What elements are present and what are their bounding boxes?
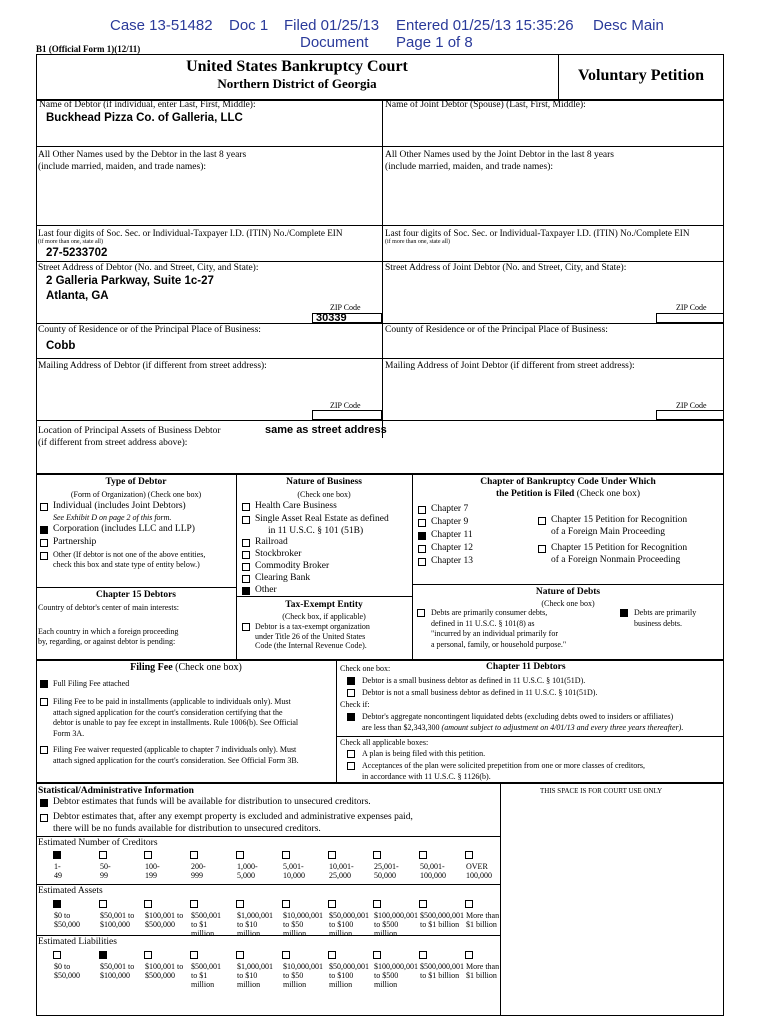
assets-checkbox[interactable] xyxy=(190,900,198,908)
chapter9-checkbox[interactable] xyxy=(418,519,426,527)
court-name: United States Bankruptcy Court xyxy=(186,58,408,75)
liabilities-range-label: $100,001 to $500,000 xyxy=(145,962,184,980)
filing-fee-title: Filing Fee (Check one box) xyxy=(130,662,242,673)
health-care-checkbox[interactable] xyxy=(242,503,250,511)
statistical-title: Statistical/Administrative Information xyxy=(38,786,194,796)
ein-label: Last four digits of Soc. Sec. or Individual-Taxpayer I.D. (ITIN) No./Complete EIN xyxy=(38,228,343,238)
partnership-label: Partnership xyxy=(53,537,97,547)
zip-label: ZIP Code xyxy=(330,303,361,312)
debtor-name-label: Name of Debtor (if individual, enter Last, First, Middle): xyxy=(39,100,256,110)
not-small-business-checkbox[interactable] xyxy=(347,689,355,697)
plan-filed-label: A plan is being filed with this petition. xyxy=(362,749,486,758)
nature-debts-subtitle: (Check one box) xyxy=(541,599,595,608)
ein-note: (if more than one, state all) xyxy=(38,239,103,245)
assets-range-label: $50,000,001 to $100 million xyxy=(329,911,369,938)
assets-checkbox[interactable] xyxy=(236,900,244,908)
debtor-county: Cobb xyxy=(46,340,76,352)
individual-checkbox[interactable] xyxy=(40,503,48,511)
location-label: Location of Principal Assets of Business Debtor (if different from street address above): xyxy=(38,426,221,448)
liabilities-range-label: $500,000,001 to $1 billion xyxy=(420,962,464,980)
liabilities-range-label: $50,000,001 to $100 million xyxy=(329,962,369,989)
liabilities-checkbox[interactable] xyxy=(282,951,290,959)
debtor-zip: 30339 xyxy=(316,312,347,324)
creditors-range-label: 5,001- 10,000 xyxy=(283,862,305,880)
creditors-range-label: 25,001- 50,000 xyxy=(374,862,399,880)
creditors-checkbox[interactable] xyxy=(282,851,290,859)
fee-waiver-label: Filing Fee waiver requested (applicable to chapter 7 individuals only). Must attach signed application for the court's consideration. See Official Form 3B. xyxy=(53,745,299,765)
chapter15-nonmain-checkbox[interactable] xyxy=(538,545,546,553)
joint-street-label: Street Address of Joint Debtor (No. and Street, City, and State): xyxy=(385,263,627,273)
creditors-checkbox[interactable] xyxy=(419,851,427,859)
nature-debts-title: Nature of Debts xyxy=(535,587,601,597)
liabilities-checkbox[interactable] xyxy=(190,951,198,959)
chapter15-country: Country of debtor's center of main interests: xyxy=(38,603,179,612)
chapter13-checkbox[interactable] xyxy=(418,558,426,566)
nature-business-subtitle: (Check one box) xyxy=(297,490,351,499)
assets-checkbox[interactable] xyxy=(144,900,152,908)
liabilities-label: Estimated Liabilities xyxy=(38,937,117,947)
chapter7-checkbox[interactable] xyxy=(418,506,426,514)
creditors-label: Estimated Number of Creditors xyxy=(38,838,158,848)
assets-checkbox[interactable] xyxy=(465,900,473,908)
creditors-checkbox[interactable] xyxy=(190,851,198,859)
creditors-range-label: 50- 99 xyxy=(100,862,111,880)
assets-label: Estimated Assets xyxy=(38,886,103,896)
creditors-range-label: 10,001- 25,000 xyxy=(329,862,354,880)
tax-exempt-title: Tax-Exempt Entity xyxy=(285,600,363,610)
desc-main: Desc Main xyxy=(593,17,664,34)
joint-zip-label: ZIP Code xyxy=(676,303,707,312)
liabilities-range-label: $50,001 to $100,000 xyxy=(100,962,135,980)
case-number: Case 13-51482 xyxy=(110,17,213,34)
other-entity-checkbox[interactable] xyxy=(40,552,48,560)
joint-ein-note: (if more than one, state all) xyxy=(385,239,450,245)
business-debts-checkbox[interactable] xyxy=(620,609,628,617)
entered-date: Entered 01/25/13 15:35:26 xyxy=(396,17,574,34)
liabilities-checkbox[interactable] xyxy=(419,951,427,959)
liabilities-checkbox[interactable] xyxy=(236,951,244,959)
stockbroker-checkbox[interactable] xyxy=(242,551,250,559)
commodity-checkbox[interactable] xyxy=(242,563,250,571)
type-of-debtor-title: Type of Debtor xyxy=(105,477,167,487)
assets-range-label: $10,000,001 to $50 million xyxy=(283,911,323,938)
filed-date: Filed 01/25/13 xyxy=(284,17,380,34)
small-business-label: Debtor is a small business debtor as defined in 11 U.S.C. § 101(51D). xyxy=(362,676,586,685)
assets-range-label: More than $1 billion xyxy=(466,911,500,929)
not-small-business-label: Debtor is not a small business debtor as defined in 11 U.S.C. § 101(51D). xyxy=(362,688,598,697)
creditors-checkbox[interactable] xyxy=(373,851,381,859)
liabilities-range-label: $0 to $50,000 xyxy=(54,962,80,980)
chapter15-nonmain-label: Chapter 15 Petition for Recognition of a Foreign Nonmain Proceeding xyxy=(551,543,688,565)
street-label: Street Address of Debtor (No. and Street, City, and State): xyxy=(38,263,259,273)
liabilities-checkbox[interactable] xyxy=(144,951,152,959)
assets-checkbox[interactable] xyxy=(99,900,107,908)
assets-checkbox[interactable] xyxy=(328,900,336,908)
debtor-street: 2 Galleria Parkway, Suite 1c-27 xyxy=(46,275,214,287)
county-label: County of Residence or of the Principal Place of Business: xyxy=(38,325,261,335)
other-entity-label: Other (If debtor is not one of the above entities, check this box and state type of entity below.) xyxy=(53,550,206,569)
chapter15-debtors-title: Chapter 15 Debtors xyxy=(95,590,177,600)
funds-available-checkbox[interactable] xyxy=(40,799,48,807)
joint-mailing-zip-label: ZIP Code xyxy=(676,401,707,410)
chapter15-main-label: Chapter 15 Petition for Recognition of a Foreign Main Proceeding xyxy=(551,515,688,537)
creditors-range-label: OVER 100,000 xyxy=(466,862,492,880)
creditors-checkbox[interactable] xyxy=(465,851,473,859)
mailing-label: Mailing Address of Debtor (if different from street address): xyxy=(38,361,267,371)
clearing-bank-checkbox[interactable] xyxy=(242,575,250,583)
creditors-range-label: 50,001- 100,000 xyxy=(420,862,446,880)
no-funds-label: Debtor estimates that, after any exempt property is excluded and administrative expenses paid, there will be no funds available for distribution to unsecured creditors. xyxy=(53,812,413,834)
document-label: Document xyxy=(300,34,369,51)
health-care-label: Health Care Business xyxy=(255,501,337,511)
assets-range-label: $100,001 to $500,000 xyxy=(145,911,184,929)
liabilities-checkbox[interactable] xyxy=(328,951,336,959)
chapter-title: Chapter of Bankruptcy Code Under Which the Petition is Filed (Check one box) xyxy=(480,477,656,499)
chapter9-label: Chapter 9 xyxy=(431,517,469,527)
corporation-checkbox[interactable] xyxy=(40,526,48,534)
creditors-checkbox[interactable] xyxy=(99,851,107,859)
location-value: same as street address xyxy=(265,424,387,436)
ch11-all-applicable: Check all applicable boxes: xyxy=(340,738,429,747)
assets-range-label: $100,000,001 to $500 million xyxy=(374,911,418,938)
assets-range-label: $0 to $50,000 xyxy=(54,911,80,929)
type-of-debtor-subtitle: (Form of Organization) (Check one box) xyxy=(70,490,202,499)
small-business-checkbox[interactable] xyxy=(347,677,355,685)
debtor-ein: 27-5233702 xyxy=(46,247,108,259)
chapter12-checkbox[interactable] xyxy=(418,545,426,553)
chapter15-each-country: Each country in which a foreign proceeding by, regarding, or against debtor is pending: xyxy=(38,627,179,646)
creditors-range-label: 200- 999 xyxy=(191,862,206,880)
joint-other-names-label: All Other Names used by the Joint Debtor in the last 8 years (include married, maiden, and trade names): xyxy=(385,150,615,172)
creditors-range-label: 1- 49 xyxy=(54,862,62,880)
full-fee-label: Full Filing Fee attached xyxy=(53,679,130,688)
doc-number: Doc 1 xyxy=(229,17,269,34)
assets-checkbox[interactable] xyxy=(373,900,381,908)
creditors-checkbox[interactable] xyxy=(144,851,152,859)
assets-range-label: $500,000,001 to $1 billion xyxy=(420,911,464,929)
mailing-zip-label: ZIP Code xyxy=(330,401,361,410)
consumer-debts-checkbox[interactable] xyxy=(417,609,425,617)
liabilities-range-label: $10,000,001 to $50 million xyxy=(283,962,323,989)
assets-range-label: $500,001 to $1 million xyxy=(191,911,221,938)
assets-range-label: $1,000,001 to $10 million xyxy=(237,911,273,938)
individual-note: See Exhibit D on page 2 of this form. xyxy=(53,513,172,522)
installments-checkbox[interactable] xyxy=(40,698,48,706)
fee-waiver-checkbox[interactable] xyxy=(40,746,48,754)
other-business-checkbox[interactable] xyxy=(242,587,250,595)
single-asset-label: Single Asset Real Estate as defined in 11 U.S.C. § 101 (51B) xyxy=(255,514,389,536)
aggregate-debts-checkbox[interactable] xyxy=(347,713,355,721)
no-funds-checkbox[interactable] xyxy=(40,814,48,822)
chapter13-label: Chapter 13 xyxy=(431,556,473,566)
form-id: B1 (Official Form 1)(12/11) xyxy=(36,44,141,54)
single-asset-checkbox[interactable] xyxy=(242,516,250,524)
assets-checkbox[interactable] xyxy=(419,900,427,908)
plan-filed-checkbox[interactable] xyxy=(347,750,355,758)
chapter12-label: Chapter 12 xyxy=(431,543,473,553)
liabilities-range-label: $500,001 to $1 million xyxy=(191,962,221,989)
other-names-label: All Other Names used by the Debtor in the last 8 years (include married, maiden, and trade names): xyxy=(38,150,247,172)
liabilities-range-label: $1,000,001 to $10 million xyxy=(237,962,273,989)
voluntary-petition-title: Voluntary Petition xyxy=(577,67,705,84)
creditors-checkbox[interactable] xyxy=(236,851,244,859)
joint-county-label: County of Residence or of the Principal Place of Business: xyxy=(385,325,608,335)
assets-checkbox[interactable] xyxy=(282,900,290,908)
tax-exempt-label: Debtor is a tax-exempt organization under Title 26 of the United States Code (the Internal Revenue Code). xyxy=(255,622,370,650)
railroad-label: Railroad xyxy=(255,537,288,547)
creditors-checkbox[interactable] xyxy=(328,851,336,859)
commodity-label: Commodity Broker xyxy=(255,561,330,571)
joint-ein-label: Last four digits of Soc. Sec. or Individual-Taxpayer I.D. (ITIN) No./Complete EIN xyxy=(385,228,690,238)
liabilities-range-label: $100,000,001 to $500 million xyxy=(374,962,418,989)
ch11-check-one: Check one box: xyxy=(340,664,391,673)
chapter11-label: Chapter 11 xyxy=(431,530,473,540)
ch11-debtors-title: Chapter 11 Debtors xyxy=(486,662,566,672)
chapter15-main-checkbox[interactable] xyxy=(538,517,546,525)
creditors-checkbox[interactable] xyxy=(53,851,61,859)
installments-label: Filing Fee to be paid in installments (applicable to individuals only). Must attach signed application for the court's consideration certifying that the debtor is unable to pay fee except in installments. Rule 1006(b). See Official Form 3A. xyxy=(53,697,299,738)
clearing-bank-label: Clearing Bank xyxy=(255,573,311,583)
liabilities-checkbox[interactable] xyxy=(53,951,61,959)
creditors-range-label: 1,000- 5,000 xyxy=(237,862,258,880)
joint-mailing-label: Mailing Address of Joint Debtor (if different from street address): xyxy=(385,361,635,371)
other-business-label: Other xyxy=(255,585,277,595)
funds-available-label: Debtor estimates that funds will be available for distribution to unsecured creditors. xyxy=(53,797,371,807)
chapter11-checkbox[interactable] xyxy=(418,532,426,540)
aggregate-debts-label: Debtor's aggregate noncontingent liquidated debts (excluding debts owed to insiders or affiliates) are less than $2,343,300 (amount subject to adjustment on 4/01/13 and every three years thereafter). xyxy=(362,712,684,732)
page-indicator: Page 1 of 8 xyxy=(396,34,473,51)
assets-range-label: $50,001 to $100,000 xyxy=(100,911,135,929)
court-district: Northern District of Georgia xyxy=(217,76,377,91)
consumer-debts-label: Debts are primarily consumer debts, defined in 11 U.S.C. § 101(8) as "incurred by an individual primarily for a personal, family, or household purpose." xyxy=(431,608,567,649)
tax-exempt-checkbox[interactable] xyxy=(242,623,250,631)
debtor-name: Buckhead Pizza Co. of Galleria, LLC xyxy=(46,112,243,124)
full-fee-checkbox[interactable] xyxy=(40,680,48,688)
liabilities-checkbox[interactable] xyxy=(373,951,381,959)
assets-checkbox[interactable] xyxy=(53,900,61,908)
railroad-checkbox[interactable] xyxy=(242,539,250,547)
acceptances-checkbox[interactable] xyxy=(347,762,355,770)
ch11-check-if: Check if: xyxy=(340,700,370,709)
liabilities-range-label: More than $1 billion xyxy=(466,962,500,980)
nature-business-title: Nature of Business xyxy=(286,477,362,487)
chapter7-label: Chapter 7 xyxy=(431,504,469,514)
liabilities-checkbox[interactable] xyxy=(465,951,473,959)
creditors-range-label: 100- 199 xyxy=(145,862,160,880)
liabilities-checkbox[interactable] xyxy=(99,951,107,959)
court-use-only: THIS SPACE IS FOR COURT USE ONLY xyxy=(540,787,663,795)
joint-debtor-name-label: Name of Joint Debtor (Spouse) (Last, First, Middle): xyxy=(385,100,586,110)
individual-label: Individual (includes Joint Debtors) xyxy=(53,501,186,511)
tax-exempt-subtitle: (Check box, if applicable) xyxy=(282,612,366,621)
debtor-city-state: Atlanta, GA xyxy=(46,290,109,302)
stockbroker-label: Stockbroker xyxy=(255,549,302,559)
corporation-label: Corporation (includes LLC and LLP) xyxy=(53,524,195,534)
partnership-checkbox[interactable] xyxy=(40,539,48,547)
business-debts-label: Debts are primarily business debts. xyxy=(634,608,697,628)
acceptances-label: Acceptances of the plan were solicited prepetition from one or more classes of creditors, in accordance with 11 U.S.C. § 1126(b). xyxy=(362,761,646,781)
